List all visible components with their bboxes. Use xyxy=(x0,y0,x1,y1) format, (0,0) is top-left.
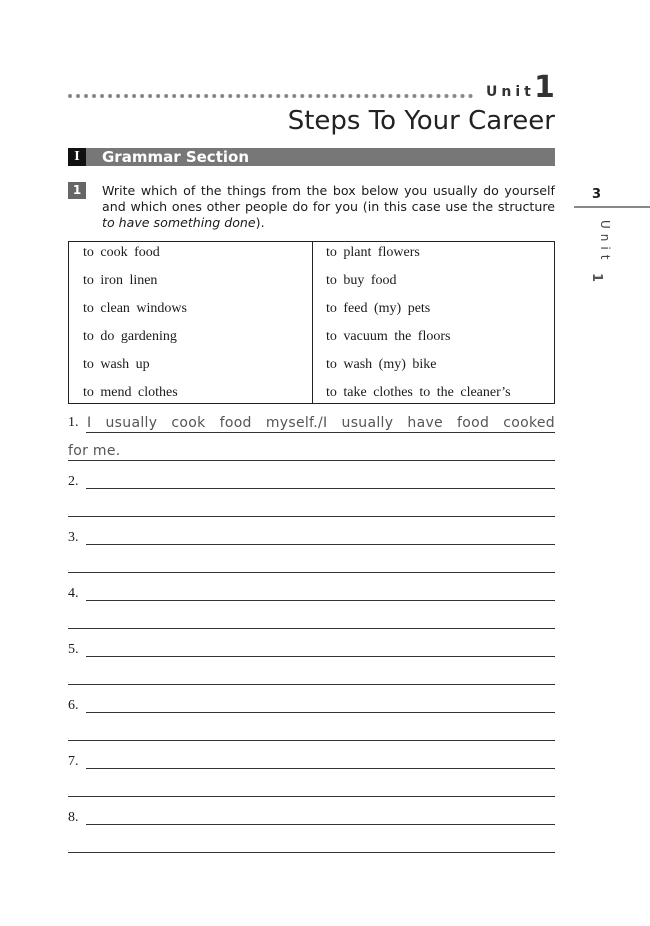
task-number-badge: 1 xyxy=(68,182,86,199)
answer-line[interactable] xyxy=(86,600,555,601)
answer-line[interactable] xyxy=(86,544,555,545)
side-unit-number: 1 xyxy=(589,272,605,283)
answer-line[interactable] xyxy=(68,684,555,685)
side-rule xyxy=(574,206,650,208)
example-answer-line2: for me. xyxy=(68,443,121,459)
header-dotted-rule xyxy=(68,94,473,98)
phrase-right: to plant flowers xyxy=(326,245,420,260)
answer-line[interactable] xyxy=(68,852,555,853)
side-unit-label: Unit xyxy=(598,220,612,265)
section-number: I xyxy=(68,148,86,166)
answer-line xyxy=(86,432,555,433)
phrase-left: to cook food xyxy=(83,245,160,260)
unit-number: 1 xyxy=(534,70,555,105)
phrase-left: to do gardening xyxy=(83,329,177,344)
answer-number: 2. xyxy=(68,474,79,489)
phrase-right: to vacuum the floors xyxy=(326,329,451,344)
answer-line[interactable] xyxy=(86,768,555,769)
phrase-box-divider xyxy=(312,242,313,403)
answer-line[interactable] xyxy=(86,824,555,825)
answer-line[interactable] xyxy=(86,656,555,657)
answer-line[interactable] xyxy=(68,516,555,517)
phrase-right: to feed (my) pets xyxy=(326,301,431,316)
answer-number: 7. xyxy=(68,754,79,769)
answer-number: 4. xyxy=(68,586,79,601)
answer-number: 1. xyxy=(68,415,79,430)
unit-label: Unit xyxy=(486,84,535,100)
task-instruction xyxy=(102,183,555,231)
answer-number: 3. xyxy=(68,530,79,545)
answer-line xyxy=(68,460,555,461)
answer-line[interactable] xyxy=(68,572,555,573)
phrase-right: to wash (my) bike xyxy=(326,357,437,372)
answer-number: 8. xyxy=(68,810,79,825)
answer-line[interactable] xyxy=(68,796,555,797)
answer-line[interactable] xyxy=(68,740,555,741)
instruction-structure: to have something done xyxy=(102,215,256,230)
phrase-right: to take clothes to the cleaner’s xyxy=(326,385,511,400)
answer-line[interactable] xyxy=(68,628,555,629)
answer-number: 6. xyxy=(68,698,79,713)
answer-number: 5. xyxy=(68,642,79,657)
phrase-left: to clean windows xyxy=(83,301,187,316)
phrase-left: to wash up xyxy=(83,357,150,372)
answer-line[interactable] xyxy=(86,712,555,713)
phrase-left: to iron linen xyxy=(83,273,158,288)
instruction-text: Write which of the things from the box below you usually do yourself and which ones other people do for you (in this case use the structure xyxy=(102,183,555,214)
example-answer-line1: I usually cook food myself./I usually have food cooked xyxy=(87,415,555,431)
phrase-left: to mend clothes xyxy=(83,385,178,400)
instruction-end: ). xyxy=(255,215,265,230)
page-title: Steps To Your Career xyxy=(287,106,555,136)
page-number: 3 xyxy=(592,187,602,202)
answer-line[interactable] xyxy=(86,488,555,489)
section-title: Grammar Section xyxy=(102,148,249,166)
phrase-box xyxy=(68,241,555,404)
phrase-right: to buy food xyxy=(326,273,397,288)
section-header-bar xyxy=(68,148,555,166)
